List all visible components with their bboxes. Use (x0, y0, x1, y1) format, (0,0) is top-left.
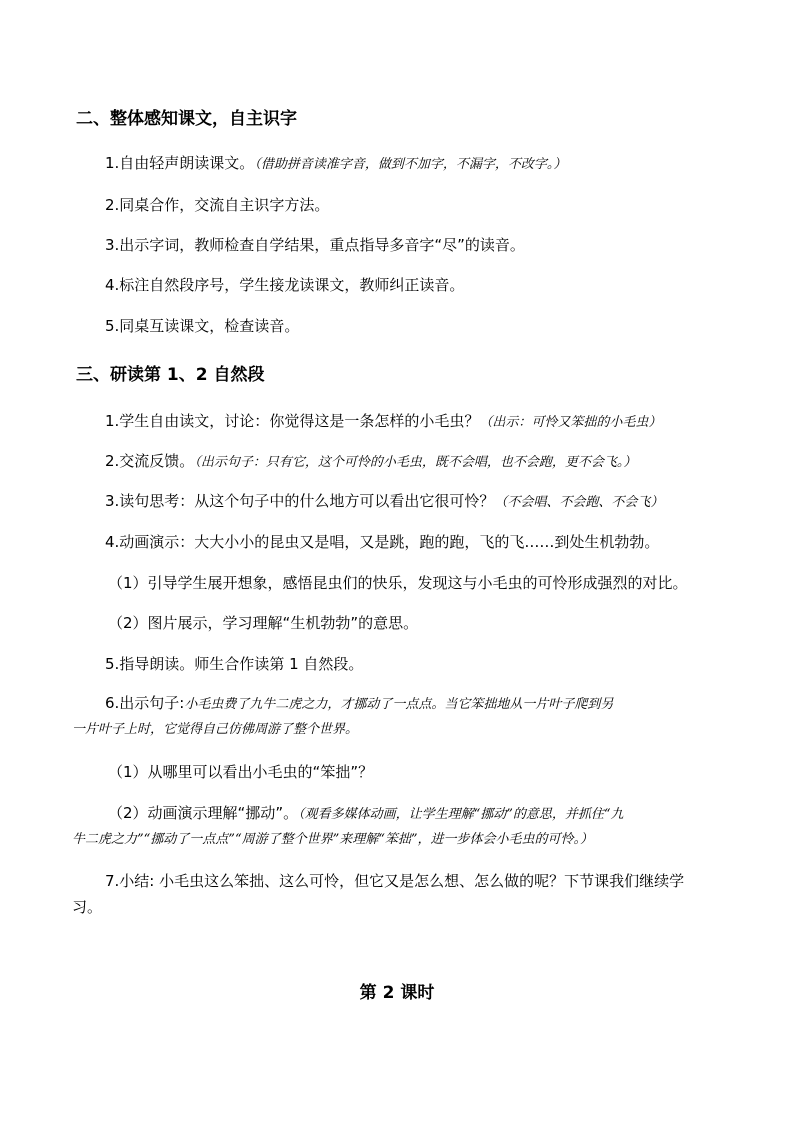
paragraph-text: 1.学生自由读文，讨论：你觉得这是一条怎样的小毛虫？ (105, 412, 480, 430)
paragraph: （1）从哪里可以看出小毛虫的“笨拙”？ (108, 763, 374, 781)
paragraph: 3.出示字词，教师检查自学结果，重点指导多音字“尽”的读音。 (105, 236, 525, 254)
paragraph-text: 2.交流反馈。 (105, 452, 195, 470)
paragraph-note: （出示句子：只有它，这个可怜的小毛虫，既不会唱，也不会跑，更不会飞。） (194, 455, 637, 470)
paragraph: 2.同桌合作，交流自主识字方法。 (105, 196, 330, 214)
paragraph: 5.指导朗读。师生合作读第 1 自然段。 (105, 655, 364, 673)
paragraph-text: 1.自由轻声朗读课文。 (105, 154, 255, 172)
paragraph: 7.小结: 小毛虫这么笨拙、这么可怜，但它又是怎么想、怎么做的呢？下节课我们继续学 (105, 872, 685, 890)
paragraph-note: （不会唱、不会跑、不会飞） (494, 495, 664, 510)
section-heading: 三、研读第 1、2 自然段 (76, 365, 265, 385)
paragraph: 5.同桌互读课文，检查读音。 (105, 317, 300, 335)
paragraph-text: 3.读句思考：从这个句子中的什么地方可以看出它很可怜？ (105, 492, 495, 510)
paragraph (105, 491, 663, 513)
paragraph (105, 411, 661, 433)
paragraph-note: （借助拼音读准字音，做到不加字，不漏字，不改字。） (254, 157, 567, 172)
paragraph: 4.标注自然段序号，学生接龙读课文，教师纠正读音。 (105, 276, 465, 294)
paragraph: （1）引导学生展开想象，感悟昆虫们的快乐，发现这与小毛虫的可怜形成强烈的对比。 (108, 574, 688, 592)
paragraph-note: （观看多媒体动画，让学生理解“挪动”的意思，并抓住“九 (298, 807, 624, 822)
paragraph: （2）图片展示，学习理解“生机勃勃”的意思。 (108, 614, 419, 632)
paragraph-note-continued: 牛二虎之力”“挪动了一点点”“周游了整个世界”来理解“笨拙”，进一步体会小毛虫的可怜。） (72, 832, 594, 847)
paragraph-text: 6.出示句子: (105, 694, 185, 712)
section-heading: 二、整体感知课文，自主识字 (76, 109, 297, 129)
paragraph-note: （出示：可怜又笨拙的小毛虫） (479, 415, 662, 430)
paragraph (105, 693, 613, 715)
paragraph: 4.动画演示：大大小小的昆虫又是唱，又是跳，跑的跑，飞的飞……到处生机勃勃。 (105, 533, 660, 551)
paragraph-continued: 习。 (72, 898, 103, 916)
paragraph (108, 803, 624, 825)
paragraph (105, 451, 636, 473)
lesson-title: 第 2 课时 (359, 983, 435, 1003)
paragraph-note-continued: 一片叶子上时，它觉得自己仿佛周游了整个世界。 (72, 722, 359, 737)
paragraph-note: 小毛虫费了九牛二虎之力，才挪动了一点点。当它笨拙地从一片叶子爬到另 (184, 697, 614, 712)
paragraph (105, 153, 566, 175)
paragraph-text: （2）动画演示理解“挪动”。 (108, 804, 299, 822)
